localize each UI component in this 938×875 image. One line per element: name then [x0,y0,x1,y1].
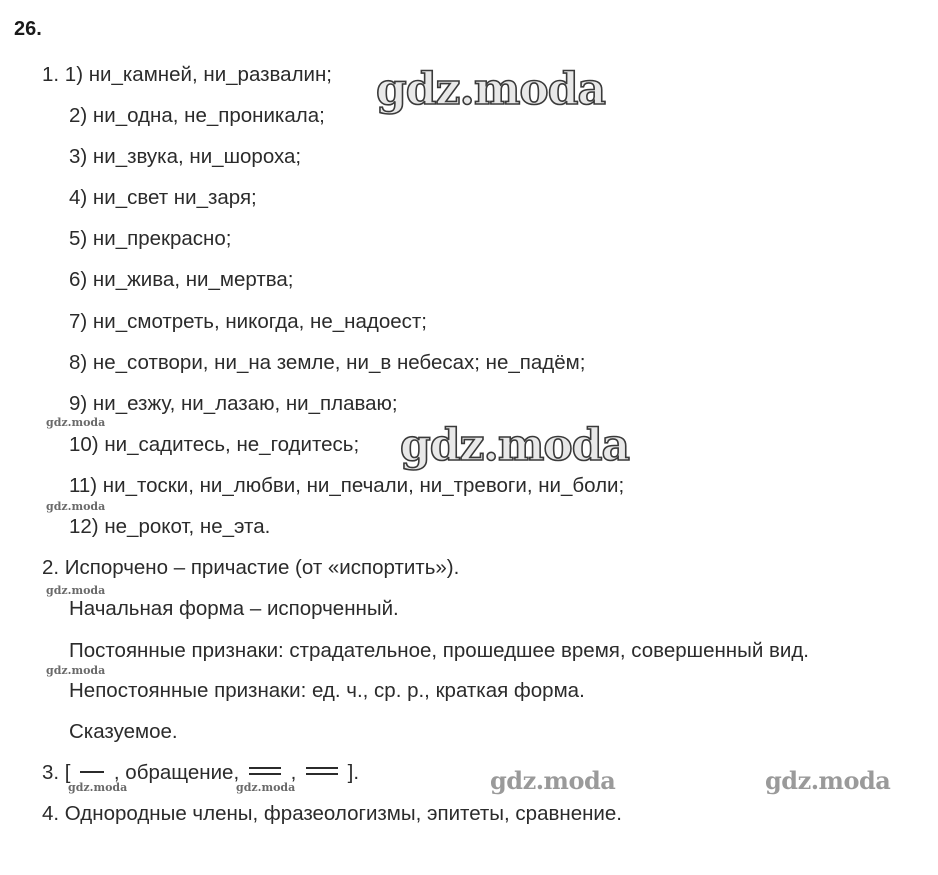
watermark-small: gdz.moda [236,781,296,794]
watermark-small: gdz.moda [46,416,106,429]
watermark-large: gdz.moda [400,420,630,471]
watermark-medium: gdz.moda [765,766,891,795]
answer-line-1-4: 4) ни_свет ни_заря; [69,186,257,209]
answer-line-2-4: Непостоянные признаки: ед. ч., ср. р., краткая форма. [69,679,585,702]
answer-line-1-5: 5) ни_прекрасно; [69,227,232,250]
answer-line-1-9: 9) ни_езжу, ни_лазаю, ни_плаваю; [69,392,398,415]
watermark-small: gdz.moda [46,664,106,677]
answer-line-1-12: 12) не_рокот, не_эта. [69,515,271,538]
answer-line-4: 4. Однородные члены, фразеологизмы, эпитеты, сравнение. [42,802,622,825]
answer-line-1-3: 3) ни_звука, ни_шороха; [69,145,302,168]
answer-line-1-11: 11) ни_тоски, ни_любви, ни_печали, ни_тревоги, ни_боли; [69,474,625,497]
answer-line-2-1: 2. Испорчено – причастие (от «испортить»). [42,556,460,579]
subject-underline-mark [80,771,104,773]
watermark-large: gdz.moda [376,64,606,115]
answer-line-1-8: 8) не_сотвори, ни_на земле, ни_в небесах; не_падём; [69,351,586,374]
answer-line-1-1: 1. 1) ни_камней, ни_развалин; [42,63,333,86]
answer-line-1-2: 2) ни_одна, не_проникала; [69,104,325,127]
scheme-prefix: 3. [ [42,761,71,784]
answer-line-2-5: Сказуемое. [69,720,178,743]
answer-line-2-3: Постоянные признаки: страдательное, прошедшее время, совершенный вид. [69,639,809,662]
watermark-small: gdz.moda [68,781,128,794]
watermark-small: gdz.moda [46,584,106,597]
watermark-small: gdz.moda [46,500,106,513]
predicate-double-line-mark [306,767,338,775]
answer-line-1-10: 10) ни_садитесь, не_годитесь; [69,433,360,456]
answer-line-1-6: 6) ни_жива, ни_мертва; [69,268,294,291]
scheme-comma: , [290,761,297,784]
predicate-double-line-mark [249,767,281,775]
scheme-suffix: ]. [347,761,360,784]
answer-line-2-2: Начальная форма – испорченный. [69,597,399,620]
task-number: 26. [14,18,42,40]
answer-line-1-7: 7) ни_смотреть, никогда, не_надоест; [69,310,427,333]
scheme-middle: , обращение, [113,761,240,784]
watermark-medium: gdz.moda [490,766,616,795]
